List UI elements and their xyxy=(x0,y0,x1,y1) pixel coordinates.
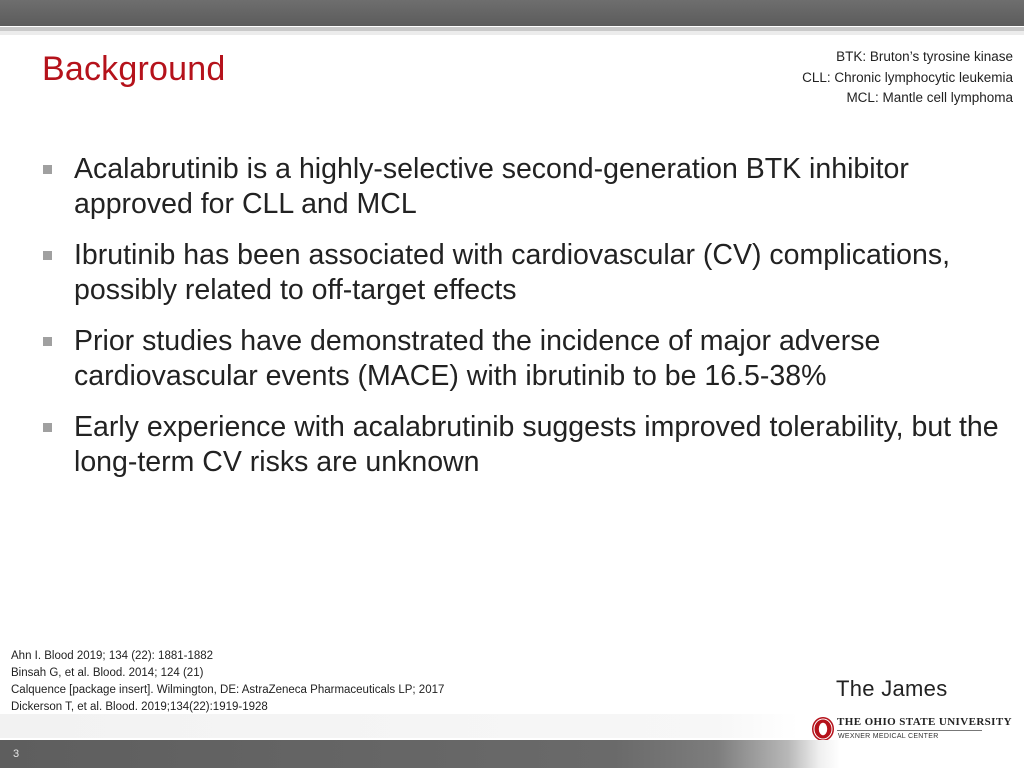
bullet-text: Acalabrutinib is a highly-selective second-generation BTK inhibitor approved for CLL and MCL xyxy=(74,153,909,220)
medical-center-name: WEXNER MEDICAL CENTER xyxy=(838,733,939,740)
bullet-item xyxy=(42,238,1002,308)
abbreviation-btk: BTK: Bruton’s tyrosine kinase xyxy=(836,49,1013,64)
brand-divider xyxy=(837,730,982,731)
top-header-bar xyxy=(0,0,1024,26)
reference-item: Calquence [package insert]. Wilmington, DE: AstraZeneca Pharmaceuticals LP; 2017 xyxy=(11,684,445,696)
bullet-text: Early experience with acalabrutinib suggests improved tolerability, but the long-term CV risks are unknown xyxy=(74,411,999,478)
square-bullet-icon xyxy=(43,423,52,432)
block-o-logo-icon xyxy=(811,716,835,742)
reference-item: Dickerson T, et al. Blood. 2019;134(22):1919-1928 xyxy=(11,701,268,713)
square-bullet-icon xyxy=(43,337,52,346)
university-name: THE OHIO STATE UNIVERSITY xyxy=(837,716,1012,728)
abbreviation-mcl: MCL: Mantle cell lymphoma xyxy=(846,90,1013,105)
brand-name: The James xyxy=(836,676,948,701)
bullet-text: Ibrutinib has been associated with cardiovascular (CV) complications, possibly related to off-target effects xyxy=(74,239,950,306)
bottom-footer-bar xyxy=(0,740,1024,768)
square-bullet-icon xyxy=(43,251,52,260)
page-number: 3 xyxy=(13,748,20,760)
bullet-item xyxy=(42,410,1002,480)
bullet-item xyxy=(42,324,1002,394)
bullet-item xyxy=(42,152,1002,222)
header-rule-light xyxy=(0,31,1024,35)
square-bullet-icon xyxy=(43,165,52,174)
reference-item: Binsah G, et al. Blood. 2014; 124 (21) xyxy=(11,667,204,679)
abbreviation-cll: CLL: Chronic lymphocytic leukemia xyxy=(802,69,1013,85)
bullet-list xyxy=(42,152,1002,496)
slide-title: Background xyxy=(42,50,226,88)
bullet-text: Prior studies have demonstrated the incidence of major adverse cardiovascular events (MACE) with ibrutinib to be 16.5-38% xyxy=(74,325,881,392)
references xyxy=(11,648,444,716)
abbreviations-legend xyxy=(802,47,1013,109)
reference-item: Ahn I. Blood 2019; 134 (22): 1881-1882 xyxy=(11,650,214,662)
